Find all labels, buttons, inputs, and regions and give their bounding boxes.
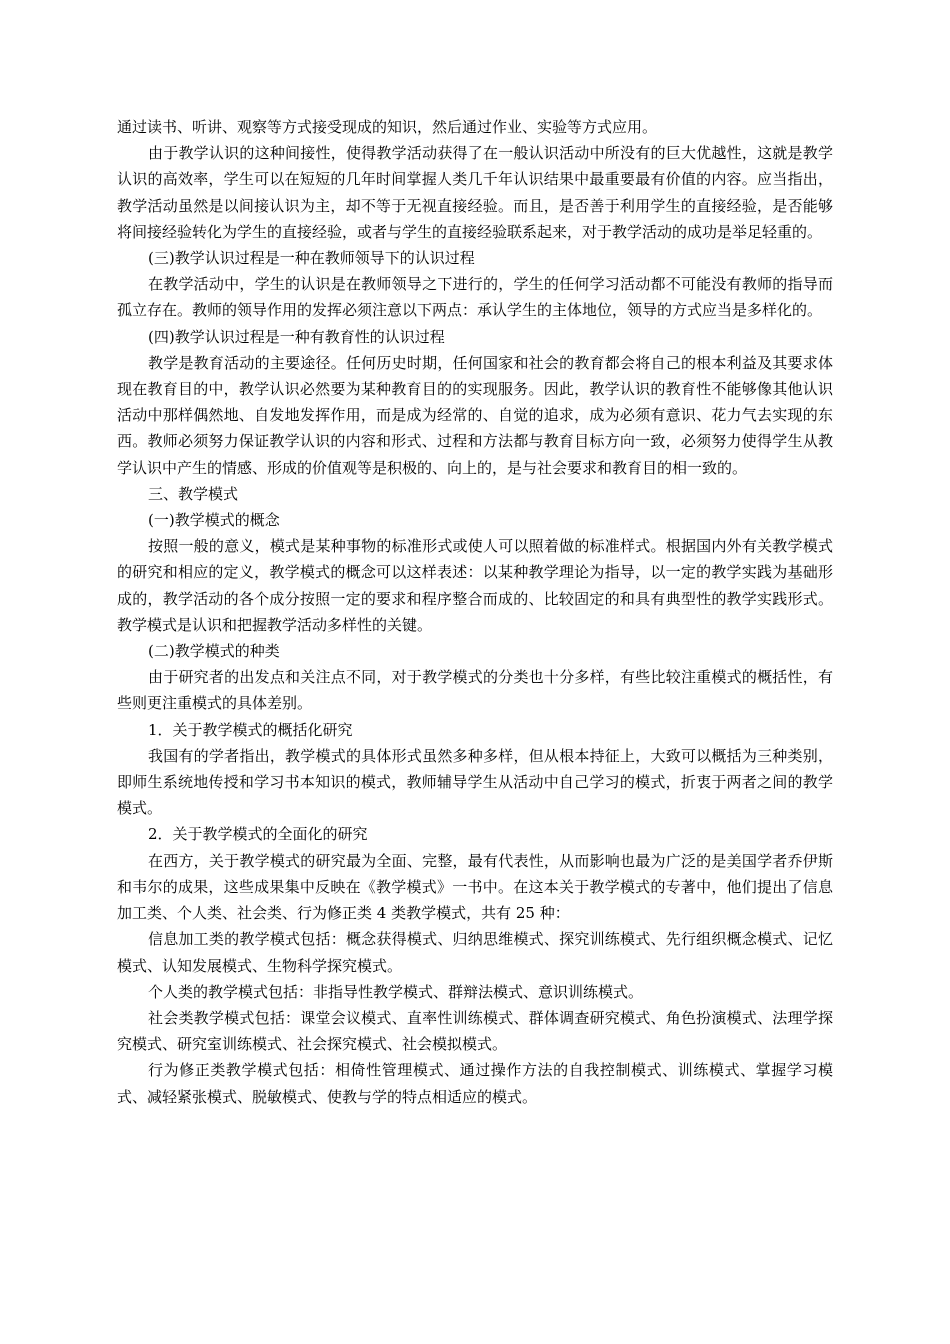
paragraph: 在西方，关于教学模式的研究最为全面、完整，最有代表性，从而影响也最为广泛的是美国学者乔伊斯和韦尔的成果，这些成果集中反映在《教学模式》一书中。在这本关于教学模式的专著中，他们提出了信息加工类、个人类、社会类、行为修正类 4 类教学模式，共有 25 种： xyxy=(117,851,833,923)
paragraph: 社会类教学模式包括：课堂会议模式、直率性训练模式、群体调查研究模式、角色扮演模式、法理学探究模式、研究室训练模式、社会探究模式、社会模拟模式。 xyxy=(117,1008,833,1054)
paragraph: 在教学活动中，学生的认识是在教师领导之下进行的，学生的任何学习活动都不可能没有教师的指导而孤立存在。教师的领导作用的发挥必须注意以下两点：承认学生的主体地位，领导的方式应当是多样化的。 xyxy=(117,275,833,320)
paragraph: 2．关于教学模式的全面化的研究 xyxy=(148,825,368,844)
paragraph: 三、教学模式 xyxy=(148,484,239,503)
paragraph: 按照一般的意义，模式是某种事物的标准形式或使人可以照着做的标准样式。根据国内外有关教学模式的研究和相应的定义，教学模式的概念可以这样表述：以某种教学理论为指导，以一定的教学实践为基础形成的，教学活动的各个成分按照一定的要求和程序整合而成的、比较固定的和具有典型性的教学实践形式。教学模式是认识和把握教学活动多样性的关键。 xyxy=(117,537,833,634)
paragraph: 个人类的教学模式包括：非指导性教学模式、群辩法模式、意识训练模式。 xyxy=(148,982,644,1001)
paragraph: 教学是教育活动的主要途径。任何历史时期，任何国家和社会的教育都会将自己的根本利益及其要求体现在教育目的中，教学认识必然要为某种教育目的的实现服务。因此，教学认识的教育性不能够像其他认识活动中那样偶然地、自发地发挥作用，而是成为经常的、自觉的追求，成为必须有意识、花力气去实现的东西。教师必须努力保证教学认识的内容和形式、过程和方法都与教育目标方向一致，必须努力使得学生从教学认识中产生的情感、形成的价值观等是积极的、向上的，是与社会要求和教育目的相一致的。 xyxy=(117,353,833,477)
paragraph: 通过读书、听讲、观察等方式接受现成的知识，然后通过作业、实验等方式应用。 xyxy=(117,118,658,136)
paragraph: 行为修正类教学模式包括：相倚性管理模式、通过操作方法的自我控制模式、训练模式、掌握学习模式、减轻紧张模式、脱敏模式、使教与学的特点相适应的模式。 xyxy=(117,1061,833,1106)
paragraph: 我国有的学者指出，教学模式的具体形式虽然多种多样，但从根本持征上，大致可以概括为三种类别，即师生系统地传授和学习书本知识的模式，教师辅导学生从活动中自己学习的模式，折衷于两者之间的教学模式。 xyxy=(117,746,833,818)
paragraph: (三)教学认识过程是一种在教师领导下的认识过程 xyxy=(148,249,475,268)
paragraph: (二)教学模式的种类 xyxy=(148,642,280,661)
paragraph: 由于研究者的出发点和关注点不同，对于教学模式的分类也十分多样，有些比较注重模式的概括性，有些则更注重模式的具体差别。 xyxy=(117,668,833,713)
paragraph: 信息加工类的教学模式包括：概念获得模式、归纳思维模式、探究训练模式、先行组织概念模式、记忆模式、认知发展模式、生物科学探究模式。 xyxy=(117,930,833,975)
document-page xyxy=(117,114,833,1110)
paragraph: 由于教学认识的这种间接性，使得教学活动获得了在一般认识活动中所没有的巨大优越性，这就是教学认识的高效率，学生可以在短短的几年时间掌握人类几千年认识结果中最重要最有价值的内容。应当指出，教学活动虽然是以间接认识为主，却不等于无视直接经验。而且，是否善于利用学生的直接经验，是否能够将间接经验转化为学生的直接经验，或者与学生的直接经验联系起来，对于教学活动的成功是举足轻重的。 xyxy=(117,144,833,241)
paragraph: (四)教学认识过程是一种有教育性的认识过程 xyxy=(148,327,445,346)
paragraph: (一)教学模式的概念 xyxy=(148,511,280,530)
paragraph: 1．关于教学模式的概括化研究 xyxy=(148,720,353,739)
